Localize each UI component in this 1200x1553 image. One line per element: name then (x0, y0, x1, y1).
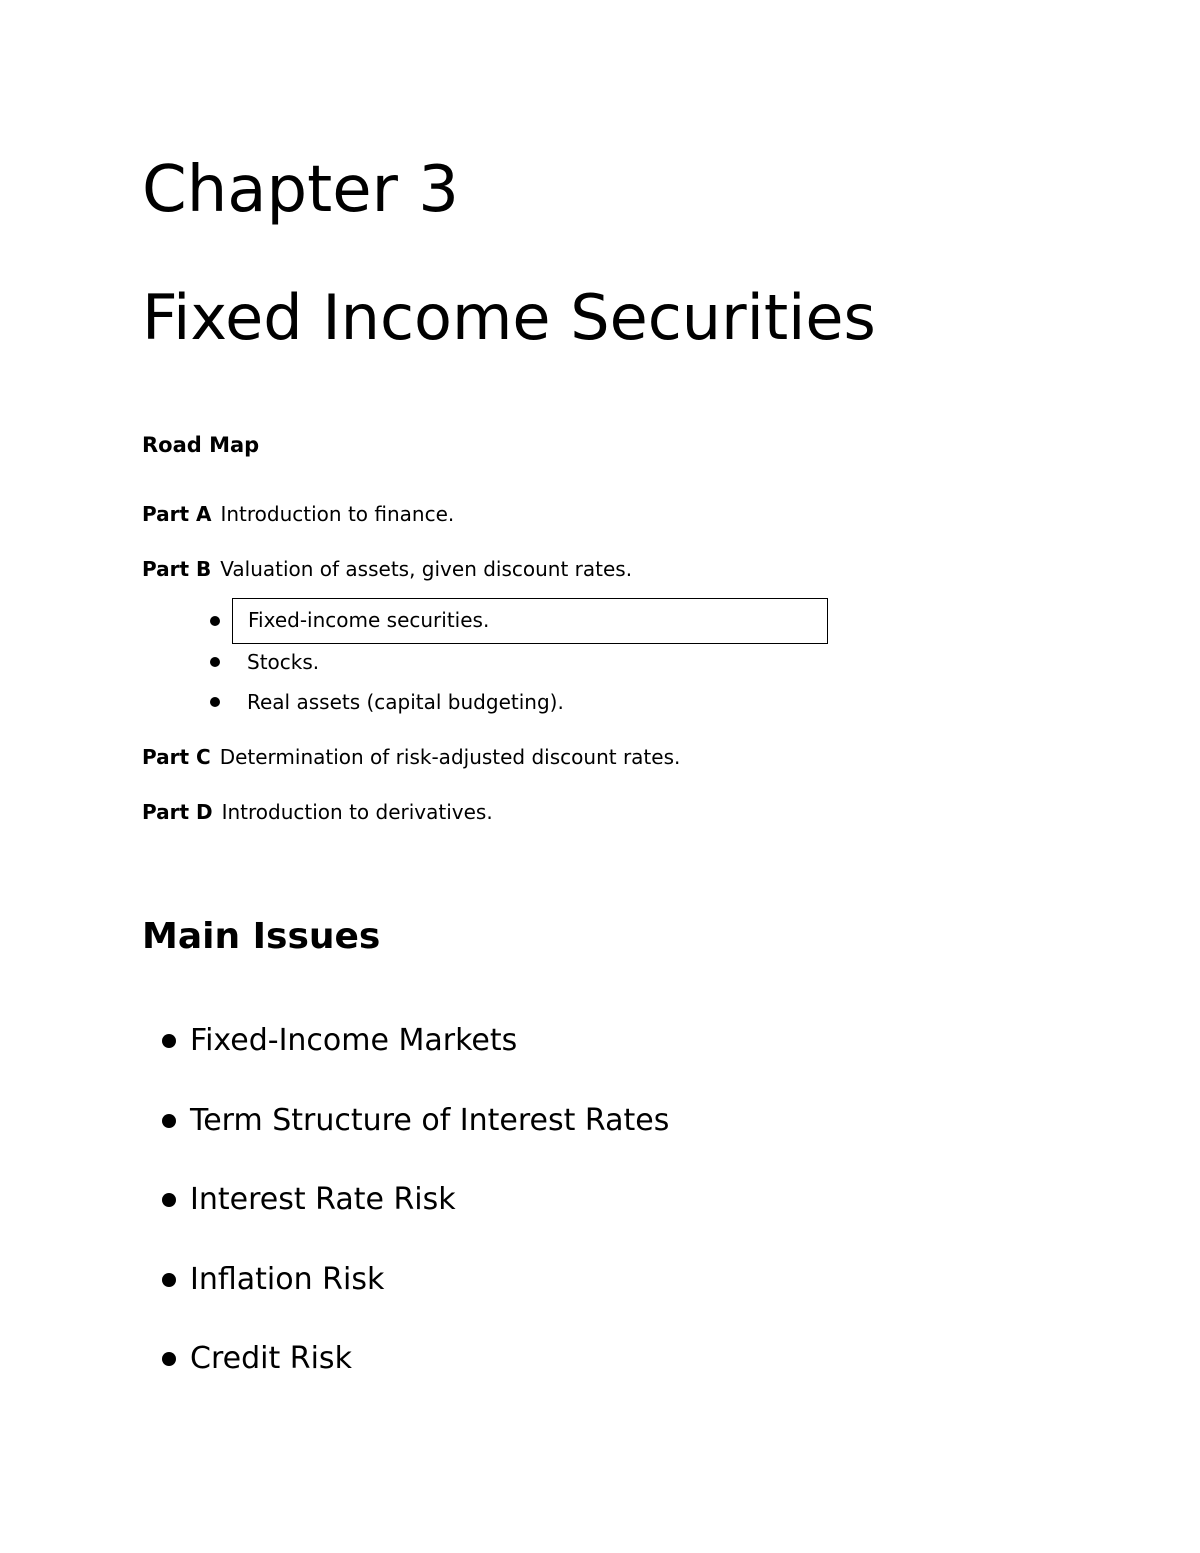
main-issues-heading: Main Issues (142, 916, 381, 957)
part-b-sub-item-fixed-income (205, 598, 828, 644)
issue-text: Interest Rate Risk (190, 1182, 456, 1217)
part-label: Part A (142, 502, 212, 526)
bullet-icon (162, 1114, 176, 1128)
chapter-title: Fixed Income Securities (142, 281, 876, 354)
sub-item-text: Real assets (capital budgeting). (247, 690, 564, 714)
bullet-icon (162, 1034, 176, 1048)
part-label: Part C (142, 745, 211, 769)
part-b-line (142, 554, 632, 584)
part-b-sub-item-stocks (205, 647, 319, 677)
issue-item (162, 1260, 384, 1300)
road-map-heading: Road Map (142, 433, 260, 457)
bullet-icon (162, 1352, 176, 1366)
part-a-line (142, 499, 454, 529)
chapter-label: Chapter 3 (142, 153, 459, 227)
part-b-sub-item-real-assets (205, 687, 564, 717)
sub-item-text: Fixed-income securities. (248, 608, 490, 632)
bullet-icon (162, 1273, 176, 1287)
sub-item-text: Stocks. (247, 650, 320, 674)
bullet-icon (210, 657, 220, 667)
issue-item (162, 1101, 669, 1141)
part-d-line (142, 797, 493, 827)
bullet-icon (210, 697, 220, 707)
issue-text: Credit Risk (190, 1341, 352, 1376)
issue-item (162, 1339, 352, 1379)
highlighted-box (232, 598, 828, 644)
bullet-icon (162, 1193, 176, 1207)
part-text: Introduction to derivatives. (221, 800, 493, 824)
part-label: Part D (142, 800, 213, 824)
issue-item (162, 1180, 456, 1220)
part-c-line (142, 742, 680, 772)
bullet-icon (210, 616, 220, 626)
issue-item (162, 1021, 517, 1061)
part-text: Introduction to finance. (220, 502, 455, 526)
issue-text: Term Structure of Interest Rates (190, 1103, 670, 1138)
issue-text: Inflation Risk (190, 1262, 385, 1297)
issue-text: Fixed-Income Markets (190, 1023, 518, 1058)
part-text: Determination of risk-adjusted discount rates. (219, 745, 681, 769)
part-text: Valuation of assets, given discount rates. (220, 557, 633, 581)
part-label: Part B (142, 557, 212, 581)
